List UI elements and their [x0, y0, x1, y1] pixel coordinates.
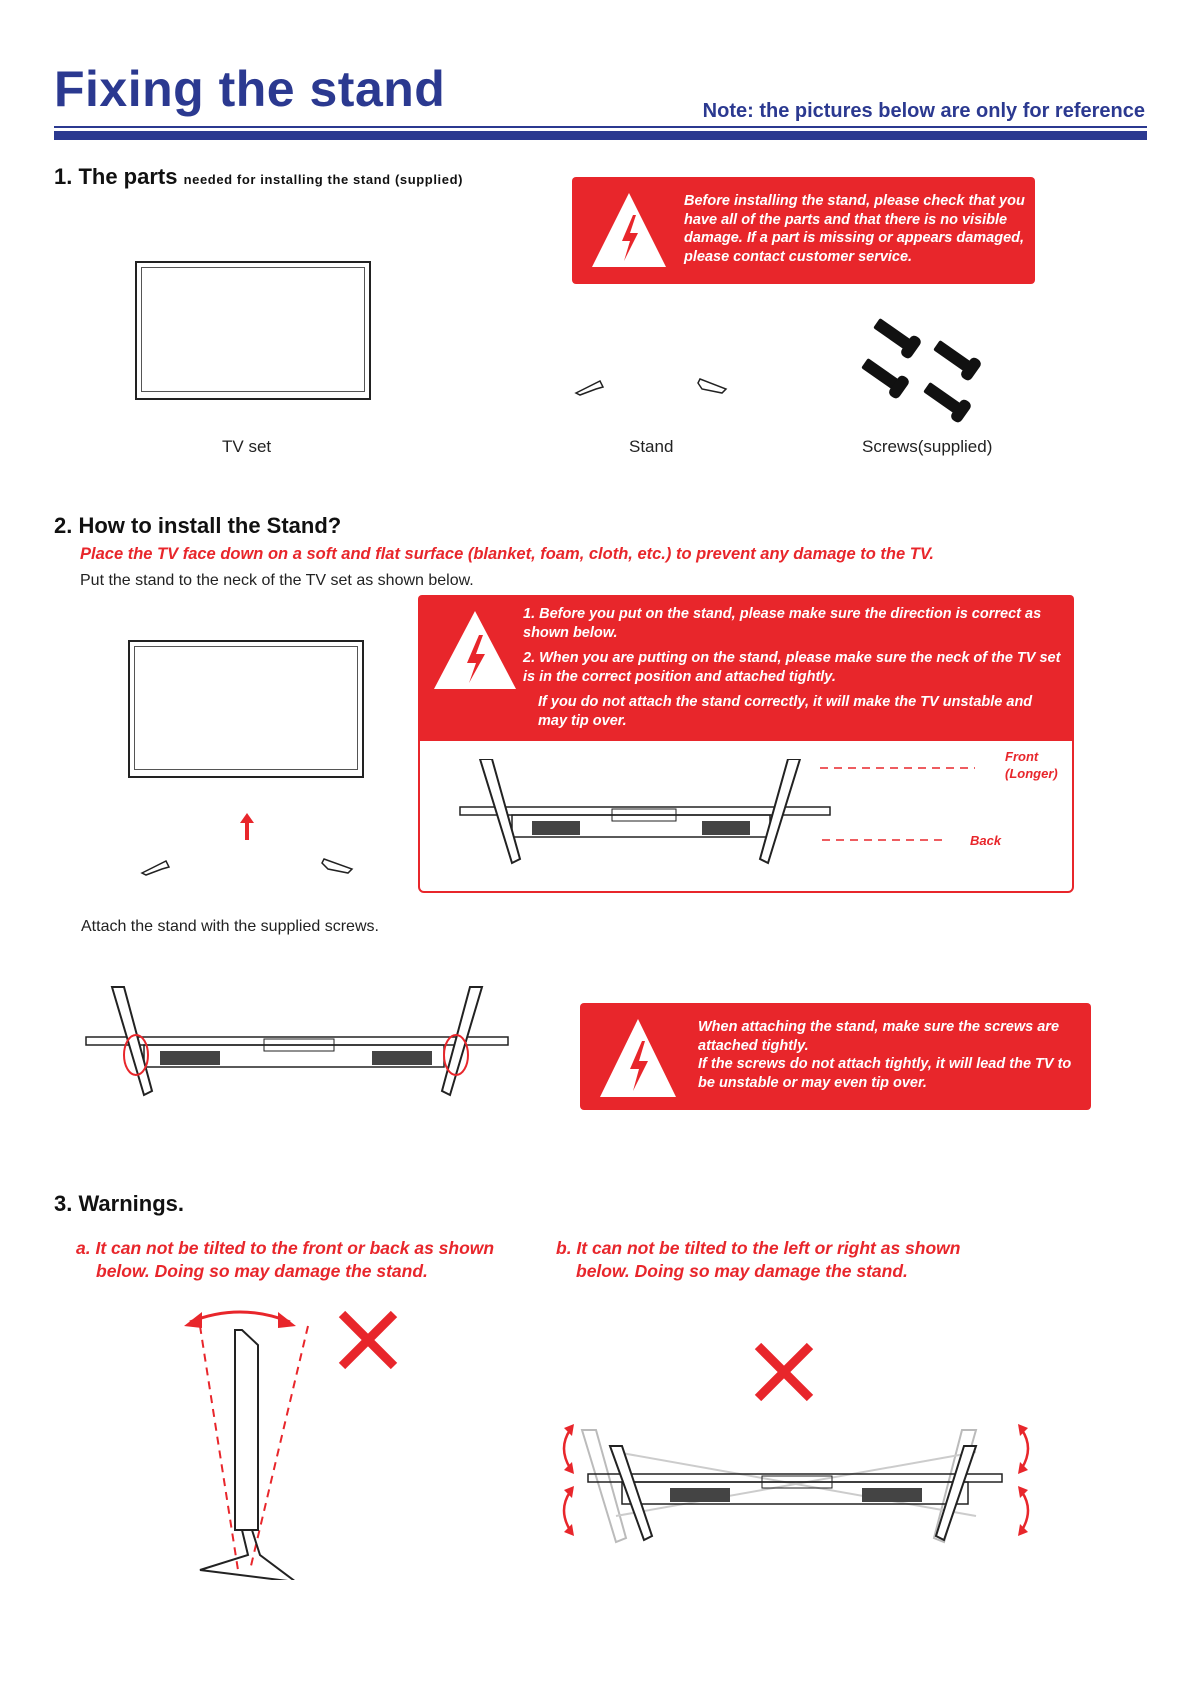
stand-feet-illustration [570, 375, 730, 397]
section3-heading: 3. Warnings. [54, 1191, 184, 1216]
tv-back-with-stand-diagram [452, 759, 852, 874]
warning-a-text: a. It can not be tilted to the front or back as shown below. Doing so may damage the stand. [76, 1238, 495, 1281]
side-tilt-illustration [180, 1300, 320, 1580]
screws-warning-box [580, 1003, 1091, 1110]
direction-warning-box [418, 595, 1074, 741]
direction-warning-2: 2. When you are putting on the stand, please make sure the neck of the TV set is in the correct position and attached tightly. [523, 650, 1061, 685]
header-rule-thin [54, 126, 1147, 128]
label-back: Back [970, 833, 1002, 848]
label-screws: Screws(supplied) [862, 437, 993, 456]
section1-heading-main: 1. The parts [54, 164, 178, 189]
left-right-tilt-illustration [556, 1390, 1036, 1570]
warning-b-text: b. It can not be tilted to the left or right as shown below. Doing so may damage the stand. [556, 1238, 961, 1281]
direction-diagram-box [418, 595, 1074, 893]
label-tv-set: TV set [222, 437, 272, 456]
x-mark-icon [336, 1308, 400, 1372]
screw-icon [860, 310, 1010, 430]
reference-note: Note: the pictures below are only for reference [702, 100, 1145, 122]
attach-instruction: Attach the stand with the supplied screws. [81, 918, 379, 935]
label-front-longer: (Longer) [1005, 766, 1058, 781]
direction-warning-1: 1. Before you put on the stand, please make sure the direction is correct as shown below. [523, 606, 1042, 641]
direction-warning-3: If you do not attach the stand correctly, it will make the TV unstable and may tip over. [538, 694, 1033, 729]
section2-instruction: Put the stand to the neck of the TV set as shown below. [80, 572, 474, 589]
tv-set-illustration [135, 261, 371, 400]
up-arrow-icon [240, 813, 254, 840]
label-stand: Stand [629, 437, 674, 456]
section2-red-instruction: Place the TV face down on a soft and flat surface (blanket, foam, cloth, etc.) to prevent any damage to the TV. [80, 545, 934, 563]
tv-back-attached-stand-diagram [84, 983, 512, 1103]
screws-warning-1: When attaching the stand, make sure the screws are attached tightly. [698, 1019, 1060, 1054]
header-rule-thick [54, 131, 1147, 140]
parts-warning-box [572, 177, 1035, 284]
label-front: Front [1005, 749, 1039, 764]
tv-face-down-illustration [128, 640, 364, 778]
front-back-dashed-lines [820, 762, 980, 842]
page-title: Fixing the stand [54, 61, 446, 117]
warning-triangle-icon [430, 607, 520, 693]
stand-feet-below-tv [138, 855, 363, 877]
section1-heading-sub: needed for installing the stand (supplied) [183, 172, 464, 187]
parts-warning-text: Before installing the stand, please check that you have all of the parts and that there is no visible damage. If a part is missing or appears damaged, please contact customer service. [684, 193, 1025, 265]
section2-heading: 2. How to install the Stand? [54, 513, 342, 538]
section1-heading [54, 164, 463, 190]
warning-triangle-icon [589, 189, 669, 271]
screws-warning-2: If the screws do not attach tightly, it will lead the TV to be unstable or may even tip over. [698, 1056, 1072, 1091]
warning-triangle-icon [597, 1015, 679, 1101]
